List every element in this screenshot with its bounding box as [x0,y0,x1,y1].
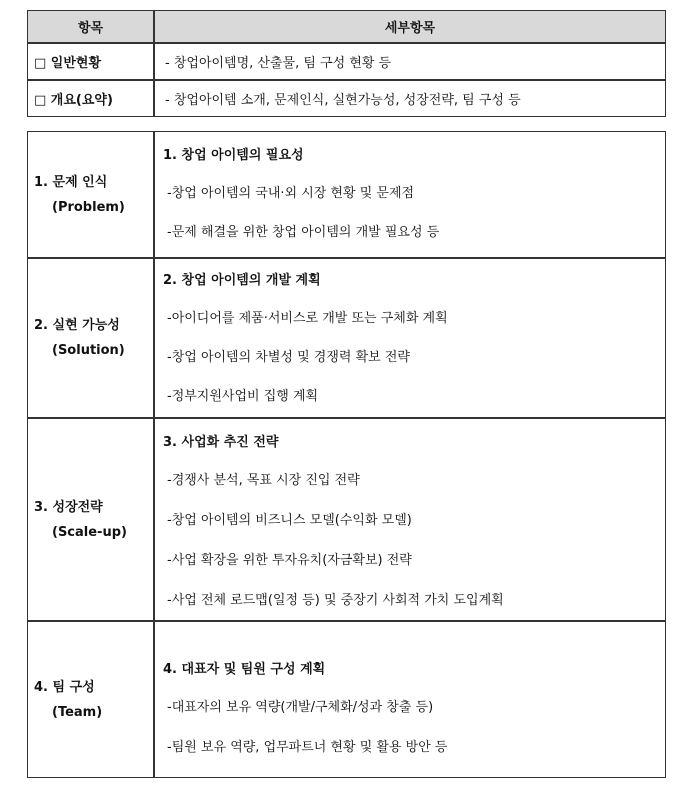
header-detail: 세부항목 [154,10,666,43]
detail-item: -창업 아이템의 국내·외 시장 현황 및 문제점 [167,186,415,201]
section-subtitle: (Problem) [52,199,125,215]
summary-label: □ 일반현황 [27,43,154,80]
section-row-problem [27,131,666,258]
section-subtitle: (Solution) [52,343,125,358]
section-subtitle: (Team) [52,704,103,720]
section-row-solution [27,258,666,418]
section-detail-cell [154,258,666,418]
detail-item: -정부지원사업비 집행 계획 [167,389,319,404]
section-detail-cell [154,621,666,778]
section-heading: 3. 사업화 추진 전략 [163,435,279,450]
summary-desc: - 창업아이템 소개, 문제인식, 실현가능성, 성장전략, 팀 구성 등 [154,80,666,117]
summary-table [27,10,666,117]
detail-item: -아이디어를 제품·서비스로 개발 또는 구체화 계획 [167,311,448,326]
section-heading: 1. 창업 아이템의 필요성 [163,148,304,163]
summary-header-row [27,10,666,43]
section-title: 2. 실현 가능성 [34,318,120,333]
section-title-cell [27,131,154,258]
section-title-cell [27,258,154,418]
section-detail-cell [154,131,666,258]
plan-table [27,131,666,778]
detail-item: -경쟁사 분석, 목표 시장 진입 전략 [167,473,360,488]
section-row-scaleup [27,418,666,621]
detail-item: -창업 아이템의 비즈니스 모델(수익화 모델) [167,513,412,528]
detail-item: -문제 해결을 위한 창업 아이템의 개발 필요성 등 [167,225,440,240]
section-subtitle: (Scale-up) [52,524,127,540]
summary-row [27,80,666,117]
section-title: 3. 성장전략 [34,499,103,515]
section-row-team [27,621,666,778]
summary-label: □ 개요(요약) [27,80,154,117]
section-heading: 4. 대표자 및 팀원 구성 계획 [163,662,326,677]
section-title: 4. 팀 구성 [34,679,95,695]
section-title-cell [27,621,154,778]
detail-item: -사업 확장을 위한 투자유치(자금확보) 전략 [167,553,412,568]
section-title-cell [27,418,154,621]
summary-row [27,43,666,80]
section-detail-cell [154,418,666,621]
detail-item: -팀원 보유 역량, 업무파트너 현황 및 활용 방안 등 [167,740,448,755]
detail-item: -창업 아이템의 차별성 및 경쟁력 확보 전략 [167,350,410,365]
detail-item: -대표자의 보유 역량(개발/구체화/성과 창출 등) [167,700,434,715]
section-heading: 2. 창업 아이템의 개발 계획 [163,273,321,288]
header-item: 항목 [27,10,154,43]
summary-desc: - 창업아이템명, 산출물, 팀 구성 현황 등 [154,43,666,80]
detail-item: -사업 전체 로드맵(일정 등) 및 중장기 사회적 가치 도입계획 [167,593,504,608]
section-title: 1. 문제 인식 [34,174,108,190]
